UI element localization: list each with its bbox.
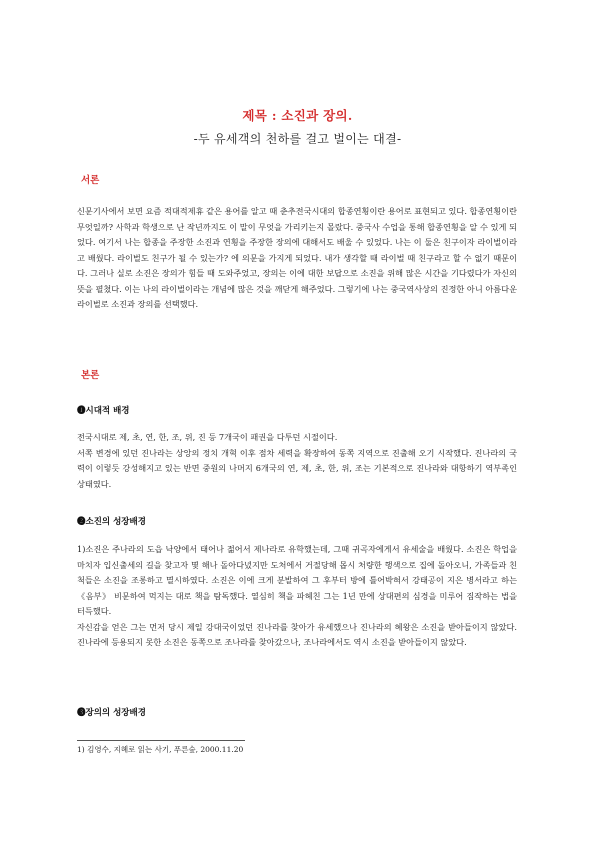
era-paragraph: 전국시대로 제, 초, 연, 한, 조, 위, 진 등 7개국이 패권을 다투던 시절이다. 서쪽 변경에 있던 진나라는 상앙의 정치 개혁 이후 점차 세력을 확장하여 동쪽 지역으로 진출해 오기 시작했다. 진나라의 국력이 이렇듯 강성해지고 있는 반면 중원의 나머지 6개국의 연, 제, 초, 한, 위, 조는 기본적으로 진나라와 대항하기 역부족인 상태였다. <box>77 432 517 489</box>
section-heading-body: 본론 <box>81 370 100 381</box>
footnote-divider <box>77 740 245 741</box>
subsection-heading-sojin: ❷소진의 성장배경 <box>77 517 146 527</box>
document-title: 제목 : 소진과 장의. <box>242 108 353 123</box>
intro-paragraph: 신문기사에서 보면 요즘 적대적제휴 같은 용어를 알고 때 춘추전국시대의 합종연횡이란 용어로 표현되고 있다. 합종연횡이란 무엇일까? 사학과 학생으로 난 작년까지도 이 말이 무엇을 가리키는지 몰랐다. 중국사 수업을 통해 합종연횡을 알 수 있게 되었다. 여기서 나는 합종을 주장한 소진과 연횡을 주장한 장의에 대해서도 배울 수 있었다. 나는 이 둘은 친구이자 라이벌이라고 배웠다. 라이벌도 친구가 될 수 있는가? 에 의문을 가지게 되었다. 내가 생각할 때 라이벌 때 친구라고 할 수 없기 때문이다. 그러나 실로 소진은 장의가 힘들 때 도와주었고, 장의는 이에 대한 보답으로 소진을 위해 많은 시간을 기다렸다가 자신의 뜻을 펼쳤다. 이는 나의 라이벌이라는 개념에 많은 것을 깨닫게 해주었다. 그렇기에 나는 중국역사상의 진정한 아니 아름다운 라이벌로 소진과 장의를 선택했다. <box>77 206 517 309</box>
subsection-heading-jangui: ❸장의의 성장배경 <box>77 708 146 718</box>
footnote: 1) 김영수, 지혜로 읽는 사기, 푸른숲, 2000.11.20 <box>77 745 244 754</box>
sojin-paragraph: 1)소진은 주나라의 도읍 낙양에서 태어나 젊어서 제나라로 유학했는데, 그때 귀곡자에게서 유세술을 배웠다. 소진은 학업을 마치자 입신출세의 길을 찾고자 몇 해나 돌아다녔지만 도처에서 거절당해 몹시 처량한 행색으로 집에 돌아오니, 가족들과 친척들은 소진을 조롱하고 멸시하였다. 소진은 이에 크게 분발하여 그 후부터 방에 틀어박혀서 강태공이 지은 병서라고 하는 《음부》 비문하여 먹지는 대로 책을 탐독했다. 열심히 책을 파헤친 그는 1년 만에 상대편의 심경을 미루어 짐작하는 법을 터득했다. 자신감을 얻은 그는 먼저 당시 제일 강대국이었던 진나라를 찾아가 유세했으나 진나라의 혜왕은 소진을 받아들이지 않았다. 진나라에 등용되지 못한 소진은 동쪽으로 조나라를 찾아갔으나, 조나라에서도 역시 소진을 받아들이지 않았다. <box>77 544 517 647</box>
section-heading-intro: 서론 <box>81 175 100 186</box>
document-subtitle: -두 유세객의 천하를 걸고 벌이는 대결- <box>193 132 402 146</box>
subsection-heading-era: ❶시대적 배경 <box>77 406 130 416</box>
